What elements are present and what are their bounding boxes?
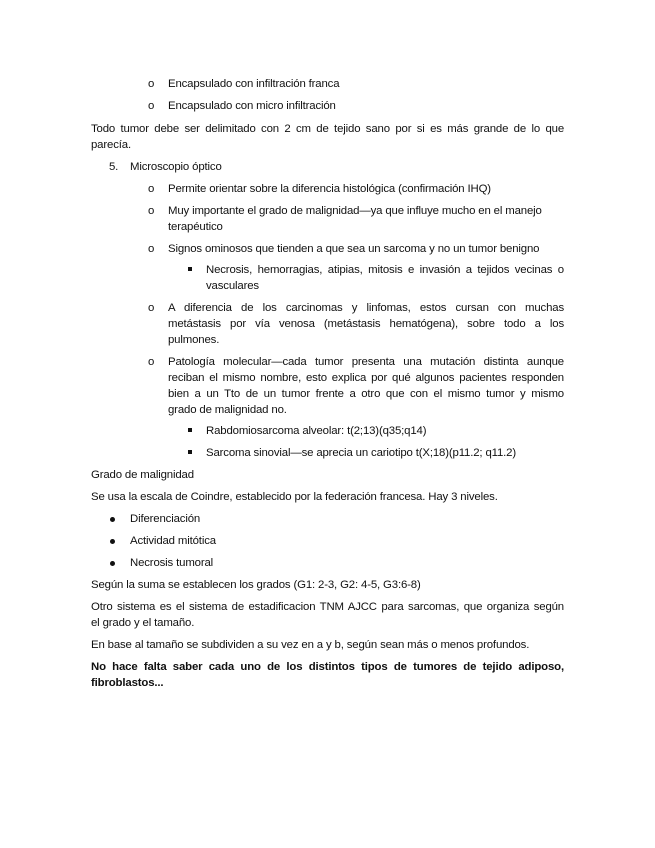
list-item-cont: grado de malignidad no. — [168, 404, 287, 416]
circle-bullet: o — [148, 302, 155, 314]
disc-bullet — [110, 561, 115, 566]
square-bullet — [188, 267, 192, 271]
section-number: 5. — [109, 161, 119, 173]
circle-bullet: o — [148, 205, 155, 217]
paragraph-line: En base al tamaño se subdividen a su vez en a y b, según sean más o menos profundos. — [91, 639, 530, 651]
circle-bullet: o — [148, 183, 155, 195]
list-item: Muy importante el grado de malignidad—ya que influye mucho en el manejo — [168, 205, 542, 217]
circle-bullet: o — [148, 100, 155, 112]
circle-bullet: o — [148, 243, 155, 255]
list-item-cont: reciban el mismo nombre, esto explica por qué algunos pacientes responden — [168, 372, 564, 384]
sub-list-item: Sarcoma sinovial—se aprecia un cariotipo t(X;18)(p11.2; q11.2) — [206, 447, 517, 459]
section-title: Microscopio óptico — [130, 161, 222, 173]
bullet-item: Diferenciación — [130, 513, 201, 525]
sub-list-item-cont: vasculares — [206, 280, 259, 292]
circle-bullet: o — [148, 78, 155, 90]
paragraph-line: Otro sistema es el sistema de estadificacion TNM AJCC para sarcomas, que organiza según — [91, 601, 564, 613]
bold-note: No hace falta saber cada uno de los distintos tipos de tumores de tejido adiposo, — [91, 661, 564, 673]
list-item: Patología molecular—cada tumor presenta una mutación distinta aunque — [168, 356, 564, 368]
square-bullet — [188, 450, 192, 454]
bold-note-cont: fibroblastos... — [91, 677, 164, 689]
list-item-cont: pulmones. — [168, 334, 220, 346]
list-item: Encapsulado con infiltración franca — [168, 78, 340, 90]
paragraph-line: el grado y el tamaño. — [91, 617, 195, 629]
list-item: Encapsulado con micro infiltración — [168, 100, 336, 112]
circle-bullet: o — [148, 356, 155, 368]
section-heading: Grado de malignidad — [91, 469, 194, 481]
list-item: A diferencia de los carcinomas y linfomas, estos cursan con muchas — [168, 302, 564, 314]
paragraph-line: Se usa la escala de Coindre, establecido por la federación francesa. Hay 3 niveles. — [91, 491, 498, 503]
bullet-item: Necrosis tumoral — [130, 557, 214, 569]
disc-bullet — [110, 539, 115, 544]
bullet-item: Actividad mitótica — [130, 535, 216, 547]
paragraph-line: Todo tumor debe ser delimitado con 2 cm de tejido sano por si es más grande de lo que — [91, 123, 564, 135]
list-item: Signos ominosos que tienden a que sea un sarcoma y no un tumor benigno — [168, 243, 540, 255]
paragraph-line: parecía. — [91, 139, 131, 151]
square-bullet — [188, 428, 192, 432]
paragraph-line: Según la suma se establecen los grados (G1: 2-3, G2: 4-5, G3:6-8) — [91, 579, 421, 591]
disc-bullet — [110, 517, 115, 522]
list-item-cont: bien a un Tto de un tumor frente a otro que con el mismo tumor y mismo — [168, 388, 564, 400]
list-item-cont: terapéutico — [168, 221, 223, 233]
sub-list-item: Necrosis, hemorragias, atipias, mitosis e invasión a tejidos vecinas o — [206, 264, 564, 276]
list-item-cont: metástasis por vía venosa (metástasis hematógena), sobre todo a los — [168, 318, 564, 330]
list-item: Permite orientar sobre la diferencia histológica (confirmación IHQ) — [168, 183, 491, 195]
sub-list-item: Rabdomiosarcoma alveolar: t(2;13)(q35;q14) — [206, 425, 427, 437]
